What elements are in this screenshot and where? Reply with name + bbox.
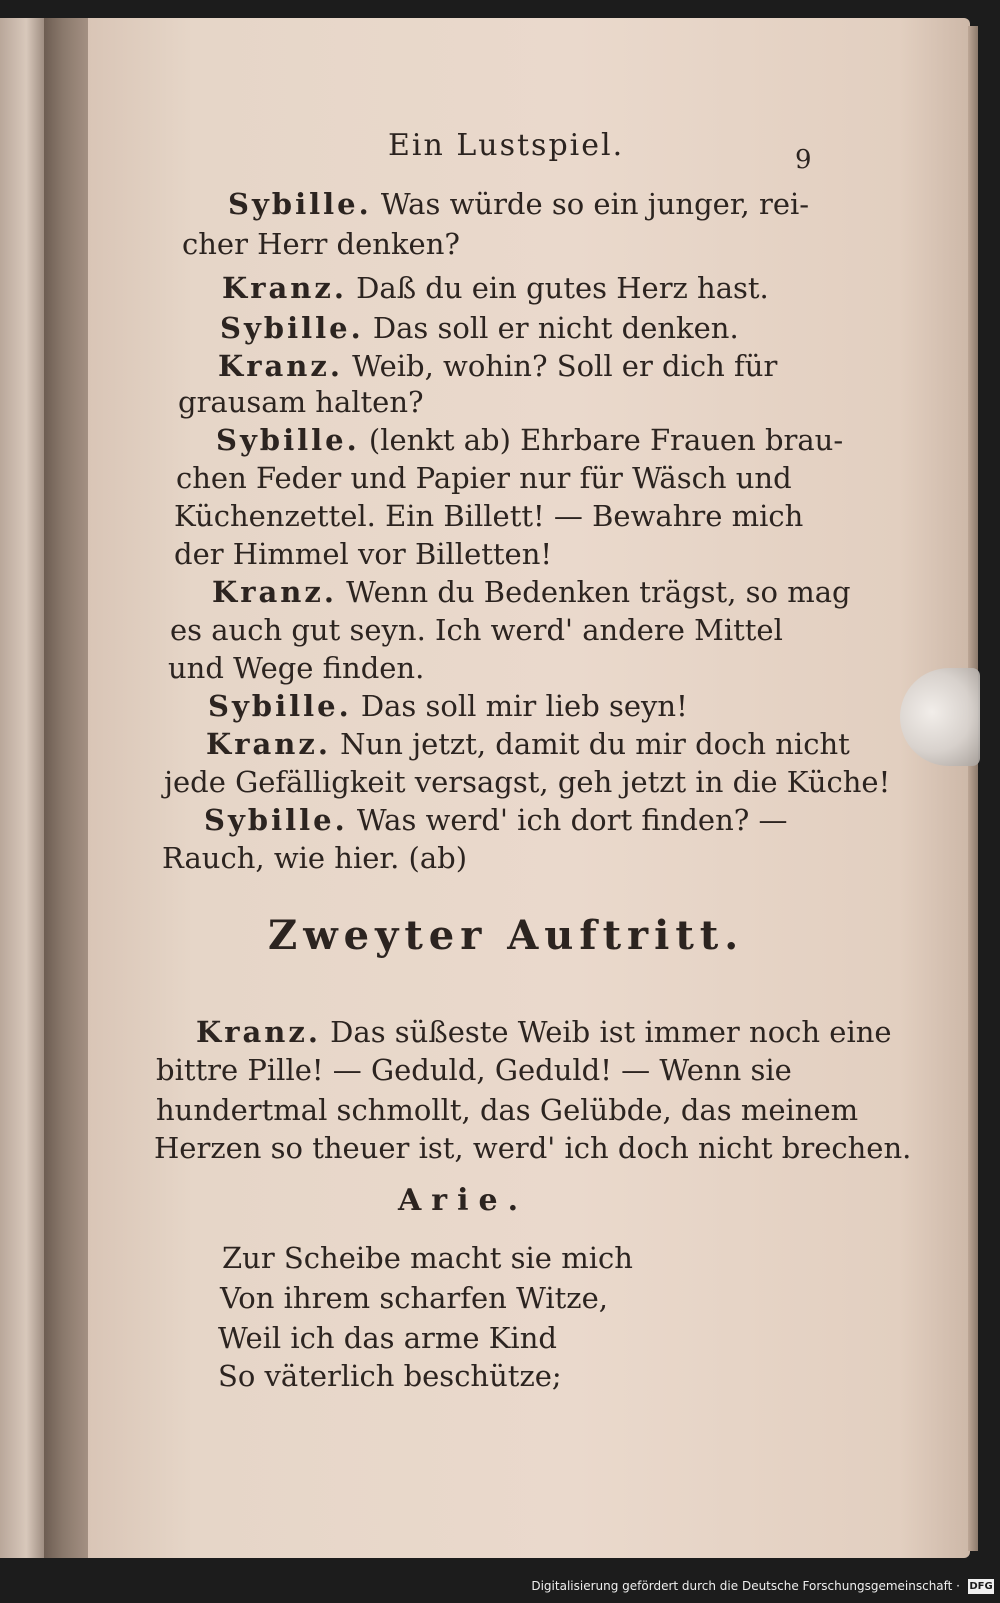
book-gutter <box>44 18 92 1558</box>
page-number: 9 <box>795 145 812 175</box>
dialogue-line: Küchenzettel. Ein Billett! — Bewahre mich <box>174 499 804 533</box>
dialogue-line: Sybille. Was würde so ein junger, rei- <box>228 187 810 221</box>
monologue-line: bittre Pille! — Geduld, Geduld! — Wenn sie <box>156 1053 792 1087</box>
dialogue-line: jede Gefälligkeit versagst, geh jetzt in die Küche! <box>164 765 891 799</box>
verse-line: Weil ich das arme Kind <box>218 1321 557 1355</box>
page-edge <box>968 26 978 1551</box>
footer-credit: Digitalisierung gefördert durch die Deutsche Forschungsgemeinschaft · <box>531 1579 960 1593</box>
left-page-edge <box>0 18 44 1558</box>
dialogue-line: Sybille. Das soll er nicht denken. <box>220 311 739 345</box>
dialogue-line: Sybille. (lenkt ab) Ehrbare Frauen brau- <box>216 423 844 457</box>
dialogue-line: Kranz. Weib, wohin? Soll er dich für <box>218 349 778 383</box>
dialogue-line: Kranz. Daß du ein gutes Herz hast. <box>222 271 769 305</box>
verse-line: Zur Scheibe macht sie mich <box>222 1241 633 1275</box>
monologue-line: Kranz. Das süßeste Weib ist immer noch eine <box>196 1015 892 1049</box>
monologue-line: Herzen so theuer ist, werd' ich doch nicht brechen. <box>154 1131 912 1165</box>
dialogue-line: und Wege finden. <box>168 651 425 685</box>
running-title: Ein Lustspiel. <box>388 128 625 163</box>
dialogue-line: Kranz. Wenn du Bedenken trägst, so mag <box>212 575 851 609</box>
dialogue-line: cher Herr denken? <box>182 227 460 261</box>
dialogue-line: grausam halten? <box>178 385 424 419</box>
verse-line: Von ihrem scharfen Witze, <box>220 1281 608 1315</box>
scene-heading: Zweyter Auftritt. <box>268 912 745 959</box>
dfg-logo: DFG <box>969 1581 993 1592</box>
dialogue-line: Sybille. Das soll mir lieb seyn! <box>208 689 688 723</box>
dialogue-line: es auch gut seyn. Ich werd' andere Mittel <box>170 613 783 647</box>
verse-line: So väterlich beschütze; <box>218 1359 562 1393</box>
dialogue-line: der Himmel vor Billetten! <box>174 537 553 571</box>
aria-heading: Arie. <box>398 1183 529 1218</box>
dialogue-line: chen Feder und Papier nur für Wäsch und <box>176 461 792 495</box>
dialogue-line: Sybille. Was werd' ich dort finden? — <box>204 803 788 837</box>
monologue-line: hundertmal schmollt, das Gelübde, das meinem <box>156 1093 859 1127</box>
dialogue-line: Rauch, wie hier. (ab) <box>162 841 468 875</box>
dialogue-line: Kranz. Nun jetzt, damit du mir doch nicht <box>206 727 850 761</box>
